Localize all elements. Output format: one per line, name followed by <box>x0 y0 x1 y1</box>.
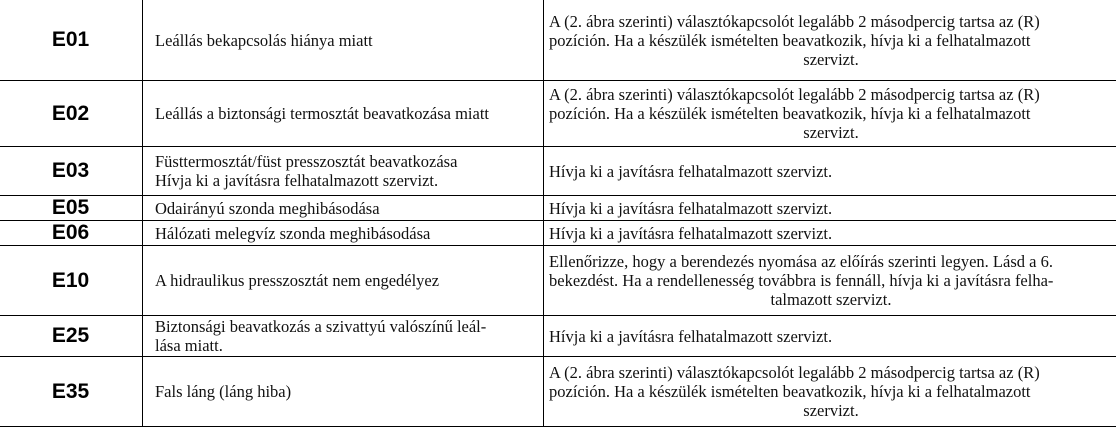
action-line: szervizt. <box>549 50 1113 69</box>
table-row <box>0 246 1116 316</box>
action-line: szervizt. <box>549 401 1113 420</box>
action-line: talmazott szervizt. <box>549 290 1113 309</box>
error-action: Hívja ki a javításra felhatalmazott szervizt. <box>544 316 1116 357</box>
error-description: Odairányú szonda meghibásodása <box>143 196 544 221</box>
error-code: E10 <box>0 246 143 316</box>
table-row <box>0 316 1116 357</box>
description-line: Füsttermosztát/füst presszosztát beavatkozása <box>155 152 457 171</box>
table-row <box>0 81 1116 147</box>
table-row <box>0 196 1116 221</box>
action-line: pozíción. Ha a készülék ismételten beavatkozik, hívja ki a felhatalmazott <box>549 382 1031 401</box>
error-description <box>143 147 544 196</box>
error-code: E02 <box>0 81 143 147</box>
action-line: A (2. ábra szerinti) választókapcsolót legalább 2 másodpercig tartsa az (R) <box>549 12 1040 31</box>
error-action: Hívja ki a javításra felhatalmazott szervizt. <box>544 196 1116 221</box>
error-description: Leállás bekapcsolás hiánya miatt <box>143 0 544 81</box>
action-line: A (2. ábra szerinti) választókapcsolót legalább 2 másodpercig tartsa az (R) <box>549 85 1040 104</box>
action-line: Ellenőrizze, hogy a berendezés nyomása az előírás szerinti legyen. Lásd a 6. <box>549 252 1053 271</box>
description-line: lása miatt. <box>155 336 223 355</box>
error-code: E03 <box>0 147 143 196</box>
error-description <box>143 316 544 357</box>
action-line: pozíción. Ha a készülék ismételten beavatkozik, hívja ki a felhatalmazott <box>549 104 1031 123</box>
error-action <box>544 246 1116 316</box>
error-action <box>544 0 1116 81</box>
table-row <box>0 147 1116 196</box>
error-action <box>544 81 1116 147</box>
table-row <box>0 357 1116 427</box>
action-line: pozíción. Ha a készülék ismételten beavatkozik, hívja ki a felhatalmazott <box>549 31 1031 50</box>
error-code: E25 <box>0 316 143 357</box>
error-description: Leállás a biztonsági termosztát beavatkozása miatt <box>143 81 544 147</box>
description-line: Biztonsági beavatkozás a szivattyú valószínű leál- <box>155 317 486 336</box>
error-code: E01 <box>0 0 143 81</box>
error-description: A hidraulikus presszosztát nem engedélyez <box>143 246 544 316</box>
error-action <box>544 357 1116 427</box>
error-code: E35 <box>0 357 143 427</box>
error-code: E05 <box>0 196 143 221</box>
table-row <box>0 221 1116 246</box>
error-description: Hálózati melegvíz szonda meghibásodása <box>143 221 544 246</box>
description-line: Hívja ki a javításra felhatalmazott szervizt. <box>155 171 438 190</box>
action-line: szervizt. <box>549 123 1113 142</box>
error-action: Hívja ki a javításra felhatalmazott szervizt. <box>544 147 1116 196</box>
error-action: Hívja ki a javításra felhatalmazott szervizt. <box>544 221 1116 246</box>
action-line: bekezdést. Ha a rendellenesség továbbra is fennáll, hívja ki a javításra felha- <box>549 271 1053 290</box>
action-line: A (2. ábra szerinti) választókapcsolót legalább 2 másodpercig tartsa az (R) <box>549 363 1040 382</box>
error-description: Fals láng (láng hiba) <box>143 357 544 427</box>
table-row <box>0 0 1116 81</box>
error-code: E06 <box>0 221 143 246</box>
